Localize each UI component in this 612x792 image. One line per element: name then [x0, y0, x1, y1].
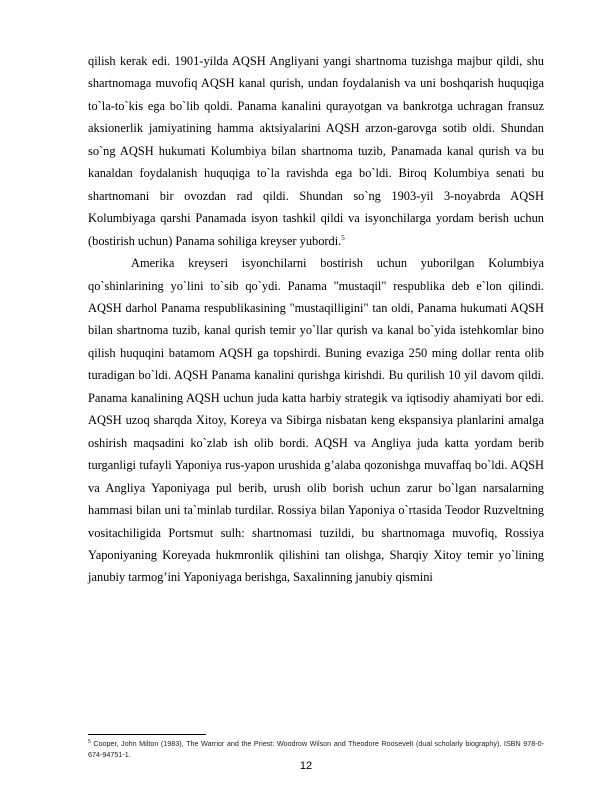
footnote-reference[interactable]: 5	[341, 233, 345, 242]
paragraph-1-text: qilish kerak edi. 1901-yilda AQSH Angliyani yangi shartnoma tuzishga majbur qildi, shu shartnomaga muvofiq AQSH kanal qurish, undan foydalanish va uni boshqarish huquqiga to`la-to`kis ega bo`lib qoldi. Panama kanalini qurayotgan va bankrotga uchragan fransuz aksionerlik jamiyatining hamma aktsiyalarini AQSH arzon-garovga sotib oldi. Shundan so`ng AQSH hukumati Kolumbiya bilan shartnoma tuzib, Panamada kanal qurish va bu kanaldan foydalanish huquqiga to`la ravishda ega bo`ldi. Biroq Kolumbiya senati bu shartnomani bir ovozdan rad qildi. Shundan so`ng 1903-yil 3-noyabrda AQSH Kolumbiyaga qarshi Panamada isyon tashkil qildi va isyonchilarga yordam berish uchun (bostirish uchun) Panama sohiliga kreyser yubordi.	[88, 54, 544, 248]
footnote-text: Cooper, John Milton (1983), The Warrior and the Priest: Woodrow Wilson and Theodore Roosevelt (dual scholarly biography), ISBN 978-0-674-94751-1.	[88, 739, 544, 759]
page-number: 12	[299, 760, 313, 772]
body-text	[88, 50, 544, 589]
footnote-separator	[88, 734, 206, 735]
paragraph-2	[88, 252, 544, 589]
paragraph-1	[88, 50, 544, 252]
paragraph-2-text: Amerika kreyseri isyonchilarni bostirish uchun yuborilgan Kolumbiya qo`shinlarining yo`lini to`sib qo`ydi. Panama "mustaqil" respublika deb e`lon qilindi. AQSH darhol Panama respublikasining "mustaqilligini" tan oldi, Panama hukumati AQSH bilan shartnoma tuzib, kanal qurish temir yo`llar qurish va kanal bo`yida istehkomlar bino qilish huquqini batamom AQSH ga topshirdi. Buning evaziga 250 ming dollar renta olib turadigan bo`ldi. AQSH Panama kanalini qurishga kirishdi. Bu qurilish 10 yil davom qildi. Panama kanalining AQSH uchun juda katta harbiy strategik va iqtisodiy ahamiyati bor edi. AQSH uzoq sharqda Xitoy, Koreya va Sibirga nisbatan keng ekspansiya planlarini amalga oshirish maqsadini ko`zlab ish olib bordi. AQSH va Angliya juda katta yordam berib turganligi tufayli Yaponiya rus-yapon urushida g’alaba qozonishga muvaffaq bo`ldi. AQSH va Angliya Yaponiyaga pul berib, urush olib borish uchun zarur bo`lgan narsalarning hammasi bilan uni ta`minlab turdilar. Rossiya bilan Yaponiya o`rtasida Teodor Ruzveltning vositachiligida Portsmut sulh: shartnomasi tuzildi, bu shartnomaga muvofiq, Rossiya Yaponiyaning Koreyada hukmronlik qilishini tan olishga, Sharqiy Xitoy temir yo`lining janubiy tarmog’ini Yaponiyaga berishga, Saxalinning janubiy qismini	[88, 256, 544, 585]
footnote-number: 5	[88, 739, 91, 745]
footnote	[88, 738, 544, 760]
